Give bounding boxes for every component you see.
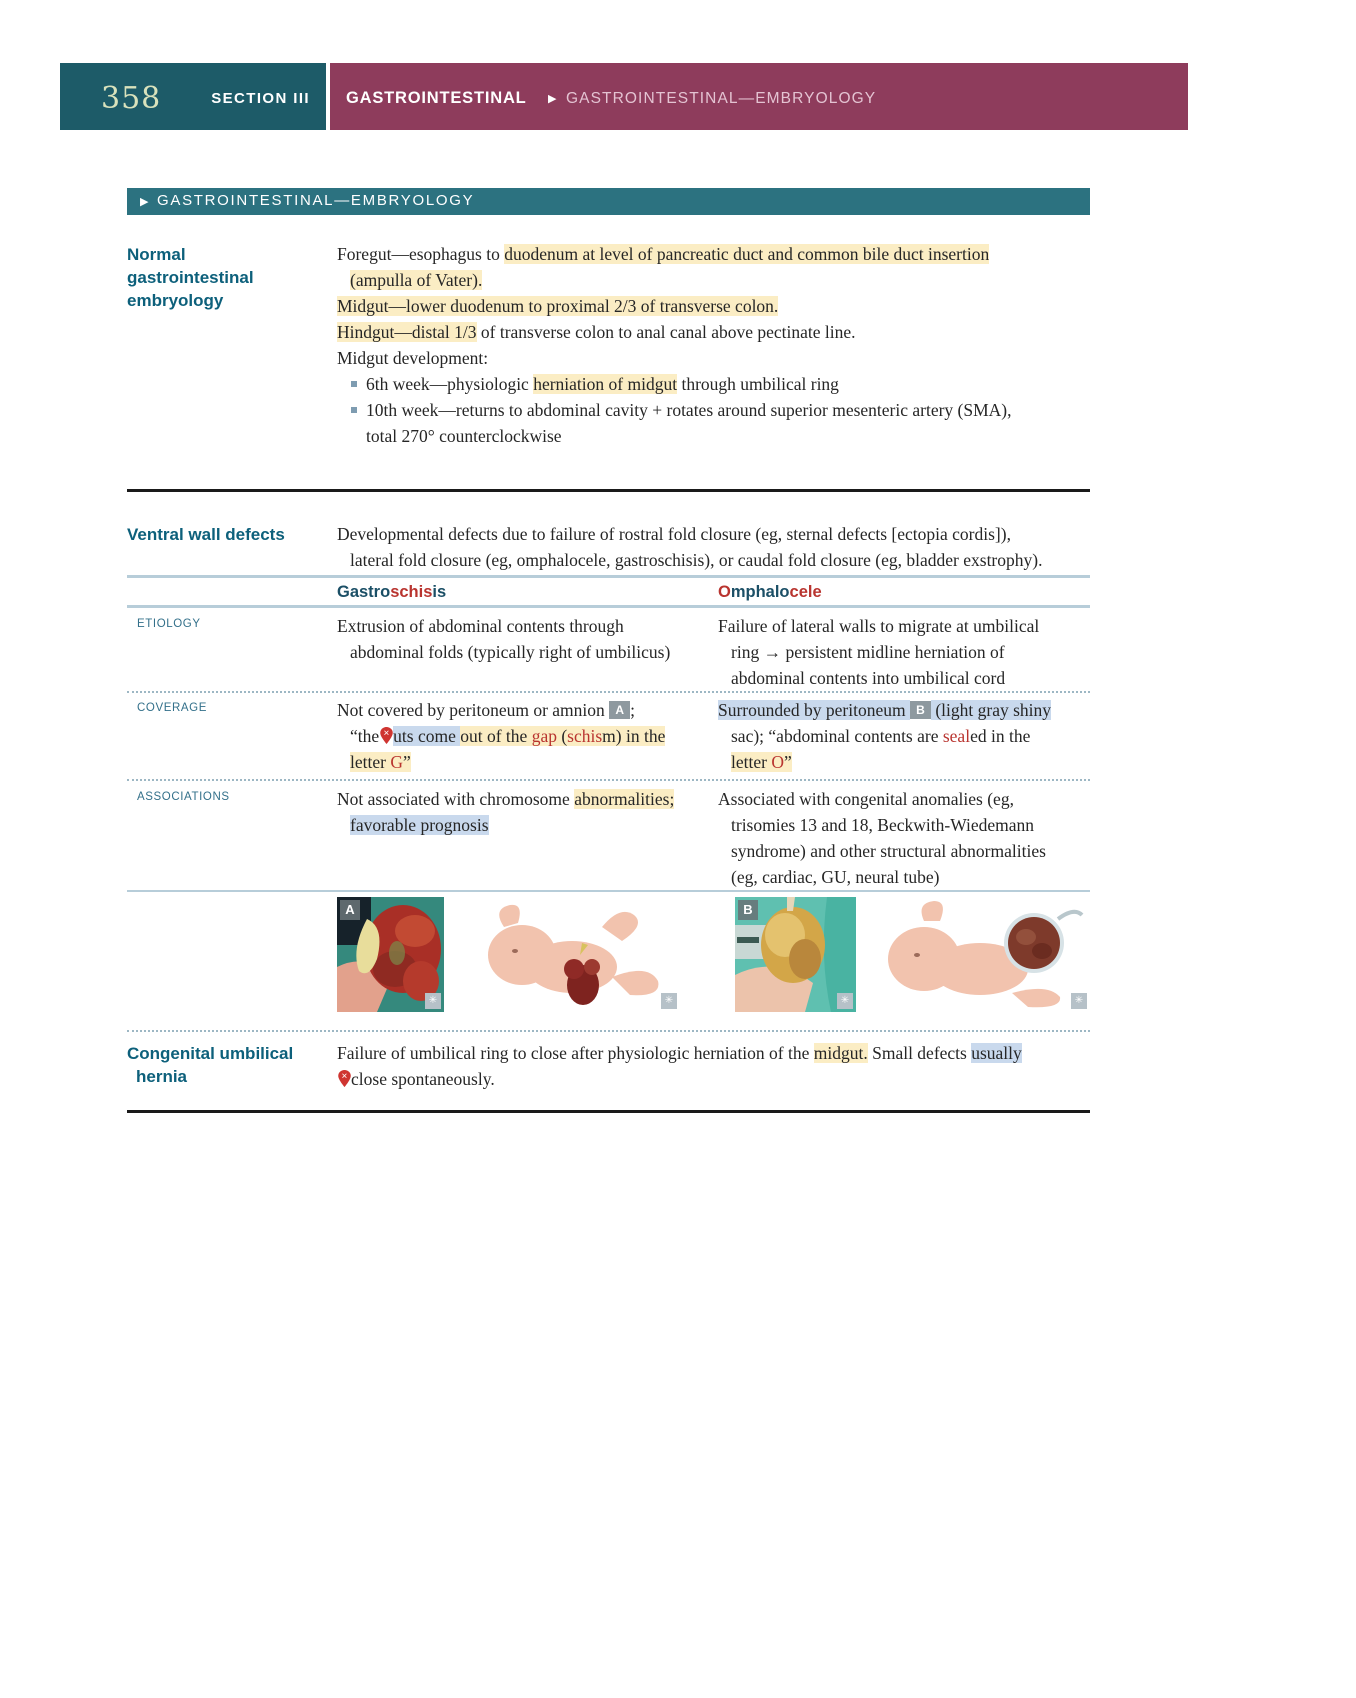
etiology-gastroschisis-cell: Extrusion of abdominal contents through abdominal folds (typically right of umbilicus) <box>337 616 671 662</box>
bullet-line: 6th week—physiologic herniation of midgut through umbilical ring <box>337 371 1012 397</box>
asterisk-icon: ✳ <box>1071 993 1087 1009</box>
svg-text:✕: ✕ <box>383 728 390 738</box>
bullet-square-icon <box>351 407 357 413</box>
asterisk-icon: ✳ <box>837 993 853 1009</box>
associations-omphalocele-cell: Associated with congenital anomalies (eg, trisomies 13 and 18, Beckwith-Wiedemann syndrome) and other structural abnormalities (eg, cardiac, GU, neural tube) <box>718 789 1046 887</box>
chevron-right-icon: ▶ <box>548 92 557 105</box>
omphalocele-illustration <box>862 897 1090 1012</box>
table-rule <box>127 605 1090 608</box>
section-divider-rule <box>127 489 1090 492</box>
body-line: Midgut development: <box>337 348 489 368</box>
row-label: COVERAGE <box>137 702 207 714</box>
section-label: SECTION III <box>211 90 310 107</box>
section-intro <box>337 521 1042 573</box>
svg-text:✕: ✕ <box>341 1071 348 1081</box>
section-heading: Normal gastrointestinal embryology <box>127 245 254 310</box>
section-heading: Ventral wall defects <box>127 525 285 544</box>
page-number: 358 <box>101 81 162 116</box>
column-header-omphalocele: Omphalocele <box>718 583 822 601</box>
table-rule <box>127 575 1090 578</box>
figure-ref-badge-b: B <box>910 701 931 719</box>
bullet-line: 10th week—returns to abdominal cavity + rotates around superior mesenteric artery (SMA), <box>337 397 1012 423</box>
omphalocele-photo <box>735 897 856 1012</box>
coverage-gastroschisis-cell: Not covered by peritoneum or amnion A ; “the ✕ uts come out of the gap (schism) in the letter G” <box>337 700 666 772</box>
gastroschisis-illustration-image <box>452 897 680 1012</box>
omphalocele-illustration-image <box>862 897 1090 1012</box>
figure-label-badge: A <box>340 900 360 920</box>
chevron-right-icon: ▶ <box>140 195 149 208</box>
associations-gastroschisis-cell: Not associated with chromosome abnormalities; favorable prognosis <box>337 789 675 835</box>
body-line: ✕ close spontaneously. <box>337 1066 1022 1092</box>
body-line: lateral fold closure (eg, omphalocele, gastroschisis), or caudal fold closure (eg, bladder exstrophy). <box>350 550 1043 570</box>
subsection-title: GASTROINTESTINAL—EMBRYOLOGY <box>566 90 877 107</box>
dotted-row-divider <box>127 691 1090 693</box>
gastroschisis-illustration <box>452 897 680 1012</box>
figure-label-badge: B <box>738 900 758 920</box>
asterisk-icon: ✳ <box>661 993 677 1009</box>
header-bar-left <box>60 63 326 130</box>
section-body <box>337 1040 1022 1092</box>
body-line: Failure of umbilical ring to close after physiologic herniation of the midgut. Small defects usually <box>337 1043 1022 1063</box>
body-line: Midgut—lower duodenum to proximal 2/3 of transverse colon. <box>337 296 779 316</box>
body-line: Developmental defects due to failure of rostral fold closure (eg, sternal defects [ectopia cordis]), <box>337 524 1011 544</box>
row-label: ASSOCIATIONS <box>137 791 230 803</box>
column-header-gastroschisis: Gastroschisis <box>337 583 447 601</box>
body-line: (ampulla of Vater). <box>350 270 483 290</box>
mnemonic-pin-icon <box>338 1070 351 1087</box>
bullet-square-icon <box>351 381 357 387</box>
coverage-omphalocele-cell: Surrounded by peritoneum B (light gray shiny sac); “abdominal contents are sealed in the letter O” <box>718 700 1052 772</box>
figure-row-divider <box>127 890 1090 892</box>
mnemonic-pin-icon <box>380 727 393 744</box>
banner-title: GASTROINTESTINAL—EMBRYOLOGY <box>157 192 475 209</box>
section-body <box>337 241 1012 449</box>
section-banner <box>127 188 1090 215</box>
section-heading: Congenital umbilical hernia <box>127 1044 294 1086</box>
body-line: Foregut—esophagus to duodenum at level of pancreatic duct and common bile duct insertion <box>337 244 990 264</box>
dotted-row-divider <box>127 1030 1090 1032</box>
gastroschisis-photo <box>337 897 444 1012</box>
etiology-omphalocele-cell: Failure of lateral walls to migrate at umbilical ring → persistent midline herniation of abdominal contents into umbilical cord <box>718 616 1040 688</box>
asterisk-icon: ✳ <box>425 993 441 1009</box>
row-label: ETIOLOGY <box>137 618 201 630</box>
header-bar-right <box>330 63 1188 130</box>
body-line: total 270° counterclockwise <box>366 426 562 446</box>
body-line: Hindgut—distal 1/3 of transverse colon to anal canal above pectinate line. <box>337 322 856 342</box>
section-divider-rule <box>127 1110 1090 1113</box>
chapter-title: GASTROINTESTINAL <box>346 89 527 107</box>
figure-ref-badge-a: A <box>609 701 630 719</box>
dotted-row-divider <box>127 779 1090 781</box>
